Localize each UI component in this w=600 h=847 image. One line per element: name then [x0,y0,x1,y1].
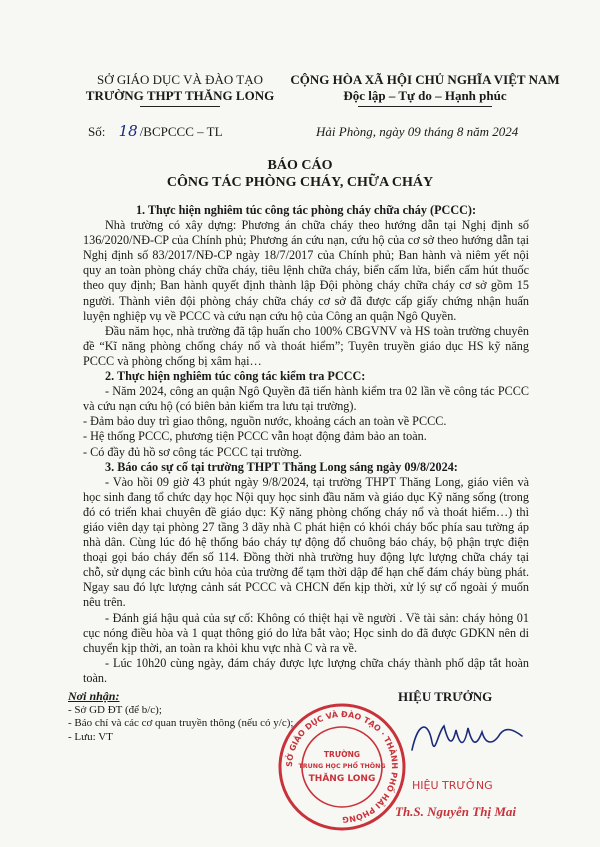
recipients-title: Nơi nhận: [68,689,120,703]
agency-name: SỞ GIÁO DỤC VÀ ĐÀO TẠO [97,72,263,87]
section-1-heading: 1. Thực hiện nghiêm túc công tác phòng cháy chữa cháy (PCCC): [135,203,477,217]
signer-name: Th.S. Nguyễn Thị Mai [395,804,516,819]
section-2-item: - Hệ thống PCCC, phương tiện PCCC vẫn hoạt động đảm bảo an toàn. [83,429,427,444]
signer-role: HIỆU TRƯỞNG [398,689,493,704]
number-suffix: /BCPCCC – TL [139,124,223,139]
stamp-ring-text: SỞ GIÁO DỤC VÀ ĐÀO TẠO · THÀNH PHỐ HẢI PHÒNG [284,709,400,825]
document-number [88,123,223,140]
stamp-center-line3: THĂNG LONG [308,774,376,784]
stamp-center-line1: TRƯỜNG [323,750,361,759]
motto-underline [358,106,492,107]
national-title: CỘNG HÒA XÃ HỘI CHỦ NGHĨA VIỆT NAM [290,72,560,87]
stamp-role-label: HIỆU TRƯỞNG [412,779,493,792]
report-title: BÁO CÁO [267,158,333,173]
section-3-paragraph: - Lúc 10h20 cùng ngày, đám cháy được lực lượng chữa cháy thành phố dập tắt hoàn toàn. [83,655,529,685]
report-body [83,203,529,686]
report-subtitle: CÔNG TÁC PHÒNG CHÁY, CHỮA CHÁY [166,175,434,190]
recipient-item: - Sở GD ĐT (để b/c); [68,703,162,716]
section-2-item: - Đảm bảo duy trì giao thông, nguồn nước, khoảng cách an toàn về PCCC. [83,414,447,429]
school-name-underline [140,106,220,107]
recipient-item: - Báo chí và các cơ quan truyền thông (nếu có y/c); [68,717,294,729]
section-3-paragraph: - Vào hồi 09 giờ 43 phút ngày 9/8/2024, tại trường THPT Thăng Long, giáo viên và học sinh đang tổ chức dạy học Nội quy học sinh đầu năm và giáo dục Kỹ năng sống (trong đó có triển khai chuyên đề giáo dục: Kỹ năng phòng chống cháy nổ và thoát hiểm…) thì giáo viên dạy tại phòng 27 tầng 3 dãy nhà C phát hiện có khói cháy bốc phía sau tường áp nhà dân. Cùng lúc đó hệ thống báo cháy tự động đổ chuông báo cháy, bộ phận trực điện thoại gọi báo cháy đến số 114. Đồng thời nhà trường huy động lực lượng chữa cháy tại chỗ, sử dụng các bình cứu hỏa của trường để tạm thời dập để hạn chế đám cháy bùng phát. Ngay sau đó lực lượng cảnh sát PCCC và CHCN đến kịp thời, xử lý sự cố ngoài ý muốn nêu trên. [83,474,529,610]
section-3-heading: 3. Báo cáo sự cố tại trường THPT Thăng Long sáng ngày 09/8/2024: [105,459,458,474]
recipient-item: - Lưu: VT [68,730,113,743]
section-1-paragraph: Đầu năm học, nhà trường đã tập huấn cho 100% CBGVNV và HS toàn trường chuyên đề “Kĩ năng phòng chống cháy nổ và thoát hiểm”; Tuyên truyền giáo dục HS kỹ năng PCCC và phòng chống bị xâm hại… [83,323,529,368]
handwritten-signature [408,712,528,762]
national-motto: Độc lập – Tự do – Hạnh phúc [343,88,507,103]
number-label: Số: [88,124,106,139]
section-3-paragraph: - Đánh giá hậu quả của sự cố: Không có thiệt hại về người . Về tài sản: cháy hỏng 01 cục nóng điều hòa và 1 quạt thông gió do lửa bắt vào; Học sinh do đã được GDKN nên di chuyển kịp thời, an toàn ra khỏi khu vực nhà C và ra về. [83,610,529,655]
handwritten-number: 18 [118,122,138,140]
section-2-item: - Có đầy đủ hồ sơ công tác PCCC tại trường. [83,444,302,459]
place-date: Hải Phòng, ngày 09 tháng 8 năm 2024 [316,124,519,139]
school-name: TRƯỜNG THPT THĂNG LONG [85,88,275,103]
section-1-paragraph: Nhà trường có xây dựng: Phương án chữa cháy theo hướng dẫn tại Nghị định số 136/2020/NĐ-CP của Chính phủ; Phương án cứu nạn, cứu hộ của cơ sở theo hướng dẫn tại Nghị định số 83/2017/NĐ-CP ngày 18/7/2017 của Chính phủ; Ban hành và niêm yết nội quy an toàn phòng cháy chữa cháy, tiêu lệnh chữa cháy, biển cấm lửa, biển cấm hút thuốc theo quy định; Ban hành quyết định thành lập Đội phòng cháy chữa cháy cơ sở gồm 15 người. Thành viên đội phòng cháy chữa cháy cơ sở đã được cấp giấy chứng nhận huấn luyện nghiệp vụ về PCCC và cứu nạn cứu hộ của Công an quận Ngô Quyền. [83,218,529,323]
official-stamp [277,702,407,832]
stamp-center-line2: TRUNG HỌC PHỔ THÔNG [298,763,386,770]
section-2-item: - Năm 2024, công an quận Ngô Quyền đã tiến hành kiểm tra 02 lần về công tác PCCC và cứu nạn cứu hộ (có biên bản kiểm tra lưu tại trường). [83,384,529,414]
recipients-block [68,690,293,744]
section-2-heading: 2. Thực hiện nghiêm túc công tác kiểm tra PCCC: [105,369,366,384]
